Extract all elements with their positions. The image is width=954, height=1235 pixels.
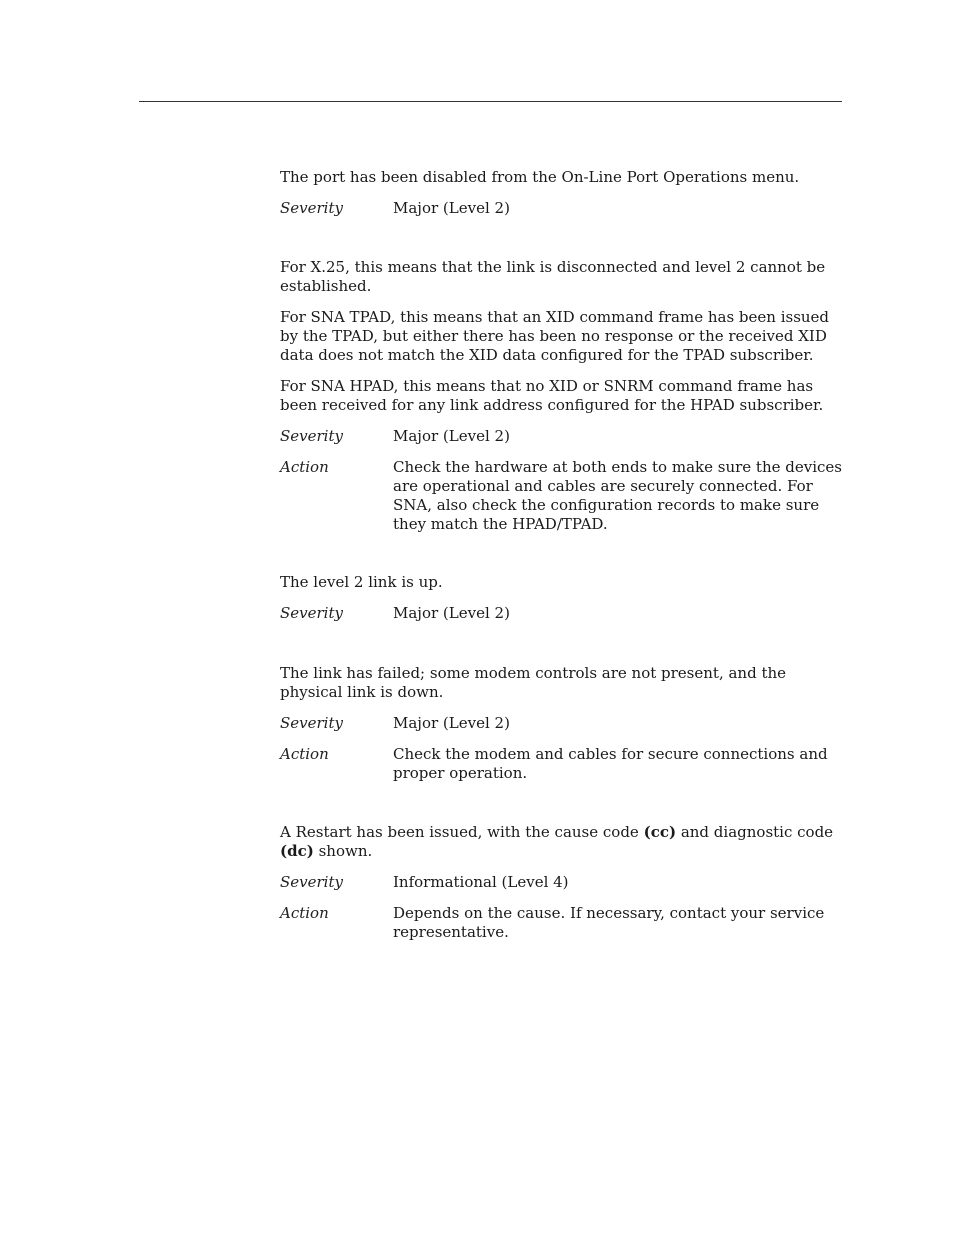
severity-value: Major (Level 2) [393, 714, 510, 732]
description-paragraph: For X.25, this means that the link is disconnected and level 2 cannot be established. [280, 258, 826, 295]
description-paragraph: The port has been disabled from the On-Line Port Operations menu. [280, 168, 800, 186]
action-label: Action [280, 745, 329, 763]
severity-value: Informational (Level 4) [393, 873, 569, 891]
severity-value: Major (Level 2) [393, 199, 510, 217]
action-value: Depends on the cause. If necessary, contact your service representative. [393, 904, 825, 941]
text-run: shown. [313, 842, 373, 860]
severity-label: Severity [280, 427, 343, 445]
action-value: Check the modem and cables for secure connections and proper operation. [393, 745, 828, 782]
action-label: Action [280, 458, 329, 476]
action-value: Check the hardware at both ends to make sure the devices are operational and cables are securely connected. For SNA, also check the configuration records to make sure they match the HPAD/TPAD. [393, 458, 842, 533]
severity-label: Severity [280, 714, 343, 732]
diagnostic-code: (dc) [280, 842, 314, 860]
description-paragraph: The link has failed; some modem controls are not present, and the physical link is down. [280, 664, 787, 701]
action-label: Action [280, 904, 329, 922]
description-paragraph: For SNA HPAD, this means that no XID or SNRM command frame has been received for any link address configured for the HPAD subscriber. [280, 377, 824, 414]
text-run: and diagnostic code [676, 823, 834, 841]
severity-value: Major (Level 2) [393, 427, 510, 445]
severity-label: Severity [280, 604, 343, 622]
text-run: A Restart has been issued, with the cause code [280, 823, 644, 841]
description-paragraph [280, 823, 842, 861]
description-paragraph: The level 2 link is up. [280, 573, 443, 591]
cause-code: (cc) [643, 823, 677, 841]
severity-label: Severity [280, 873, 343, 891]
description-paragraph: For SNA TPAD, this means that an XID command frame has been issued by the TPAD, but either there has been no response or the received XID data does not match the XID data configured for the TPAD subscriber. [280, 308, 830, 364]
severity-label: Severity [280, 199, 343, 217]
severity-value: Major (Level 2) [393, 604, 510, 622]
header-rule [139, 101, 842, 102]
